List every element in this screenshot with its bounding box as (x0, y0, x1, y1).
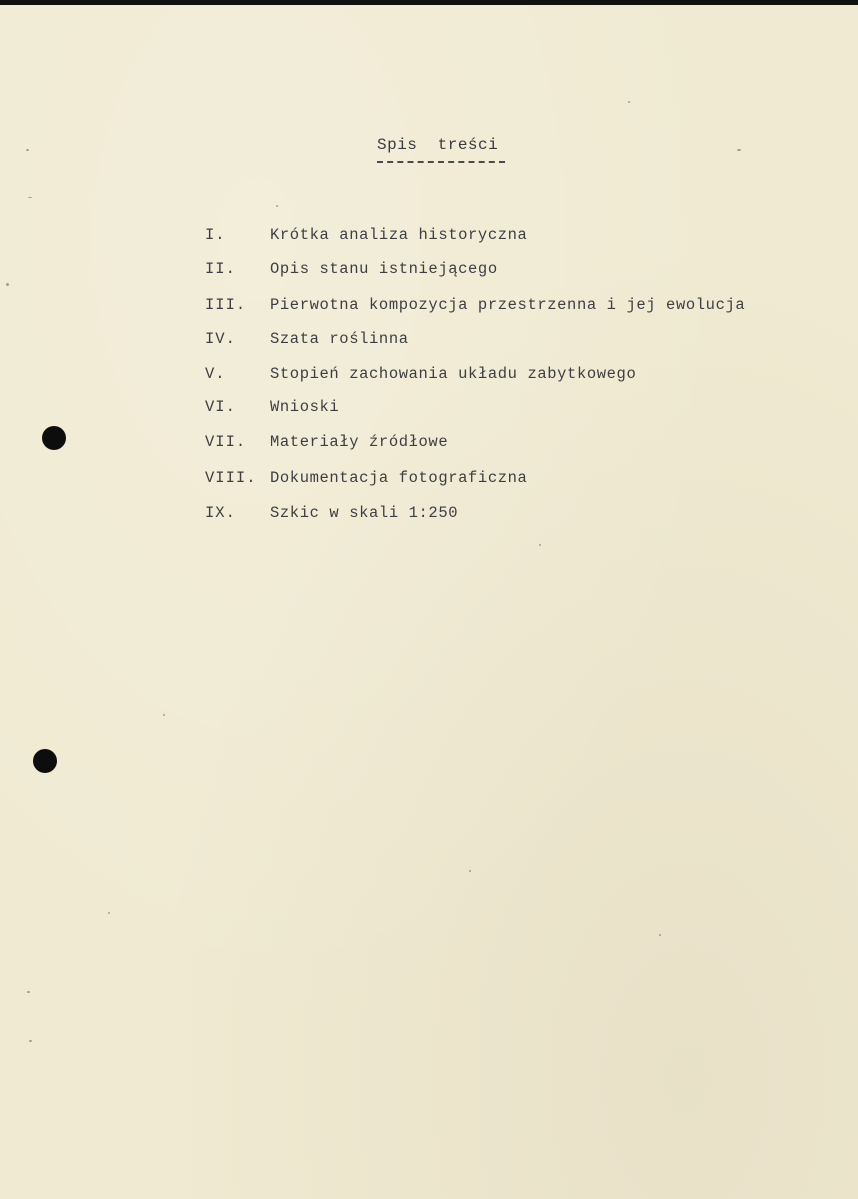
toc-entry (0, 469, 858, 491)
toc-entry-number: II. (205, 260, 236, 278)
toc-entry-number: V. (205, 365, 226, 383)
toc-entry-text: Dokumentacja fotograficzna (270, 469, 528, 487)
toc-entry-text: Materiały źródłowe (270, 433, 449, 451)
toc-entry-number: IV. (205, 330, 236, 348)
toc-entry-text: Wnioski (270, 398, 340, 416)
toc-entry-text: Szkic w skali 1:250 (270, 504, 459, 522)
toc-entry-number: IX. (205, 504, 236, 522)
toc-entry (0, 330, 858, 352)
toc-entry-number: VI. (205, 398, 236, 416)
toc-entry-text: Szata roślinna (270, 330, 409, 348)
toc-entry-text: Pierwotna kompozycja przestrzenna i jej ewolucja (270, 296, 746, 314)
toc-entry-number: III. (205, 296, 247, 314)
toc-entry (0, 365, 858, 387)
toc-entry (0, 398, 858, 420)
toc-entry-number: VIII. (205, 469, 257, 487)
toc-entry (0, 296, 858, 318)
toc-entry-text: Opis stanu istniejącego (270, 260, 498, 278)
toc-entry (0, 226, 858, 248)
toc-entry-text: Krótka analiza historyczna (270, 226, 528, 244)
toc-entry-number: VII. (205, 433, 247, 451)
page-title: Spis treści (377, 136, 499, 154)
toc-entry (0, 433, 858, 455)
toc-entry-text: Stopień zachowania układu zabytkowego (270, 365, 637, 383)
toc-entry-number: I. (205, 226, 226, 244)
toc-entry (0, 260, 858, 282)
toc-entry (0, 504, 858, 526)
